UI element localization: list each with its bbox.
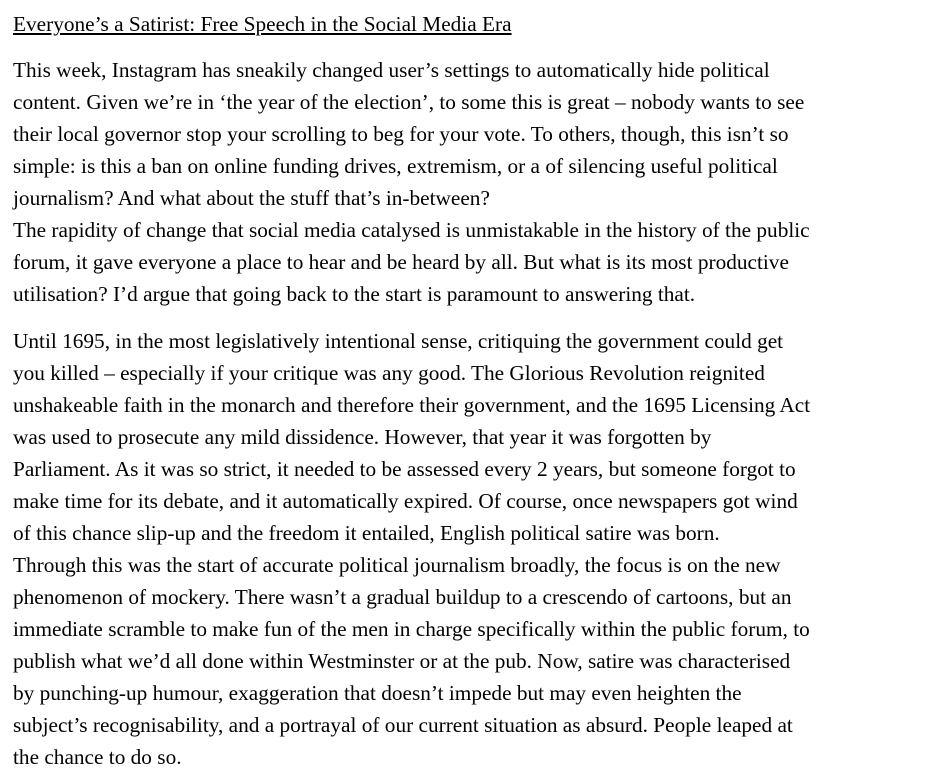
text-line: unshakeable faith in the monarch and therefore their government, and the 1695 Licensing Act — [13, 393, 811, 417]
text-line: was used to prosecute any mild dissidence. However, that year it was forgotten by — [13, 425, 712, 449]
text-line: content. Given we’re in ‘the year of the election’, to some this is great – nobody wants to see — [13, 90, 805, 114]
text-line: Parliament. As it was so strict, it needed to be assessed every 2 years, but someone forgot to — [13, 457, 796, 481]
text-line: immediate scramble to make fun of the men in charge specifically within the public forum, to — [13, 617, 810, 641]
text-line: you killed – especially if your critique was any good. The Glorious Revolution reignited — [13, 361, 765, 385]
text-line: The rapidity of change that social media catalysed is unmistakable in the history of the public — [13, 218, 810, 242]
text-line: phenomenon of mockery. There wasn’t a gradual buildup to a crescendo of cartoons, but an — [13, 585, 792, 609]
text-line: forum, it gave everyone a place to hear and be heard by all. But what is its most productive — [13, 250, 789, 274]
text-line: publish what we’d all done within Westminster or at the pub. Now, satire was characterised — [13, 649, 791, 673]
document — [13, 8, 925, 773]
paragraph-1695 — [13, 325, 925, 549]
text-line: Through this was the start of accurate political journalism broadly, the focus is on the new — [13, 553, 781, 577]
text-line: journalism? And what about the stuff that’s in-between? — [13, 186, 490, 210]
text-line: simple: is this a ban on online funding drives, extremism, or a of silencing useful political — [13, 154, 778, 178]
document-title: Everyone’s a Satirist: Free Speech in the Social Media Era — [13, 12, 512, 36]
text-line: the chance to do so. — [13, 745, 182, 769]
text-line: subject’s recognisability, and a portrayal of our current situation as absurd. People leaped at — [13, 713, 793, 737]
paragraph-mockery — [13, 549, 925, 773]
text-line: their local governor stop your scrolling to beg for your vote. To others, though, this isn’t so — [13, 122, 789, 146]
text-line: utilisation? I’d argue that going back to the start is paramount to answering that. — [13, 282, 696, 306]
text-line: by punching-up humour, exaggeration that doesn’t impede but may even heighten the — [13, 681, 742, 705]
text-line: of this chance slip-up and the freedom it entailed, English political satire was born. — [13, 521, 720, 545]
text-line: make time for its debate, and it automatically expired. Of course, once newspapers got wind — [13, 489, 798, 513]
text-line: This week, Instagram has sneakily changed user’s settings to automatically hide political — [13, 58, 770, 82]
paragraph-rapidity — [13, 214, 925, 310]
paragraph-instagram — [13, 54, 925, 214]
text-line: Until 1695, in the most legislatively intentional sense, critiquing the government could get — [13, 329, 784, 353]
